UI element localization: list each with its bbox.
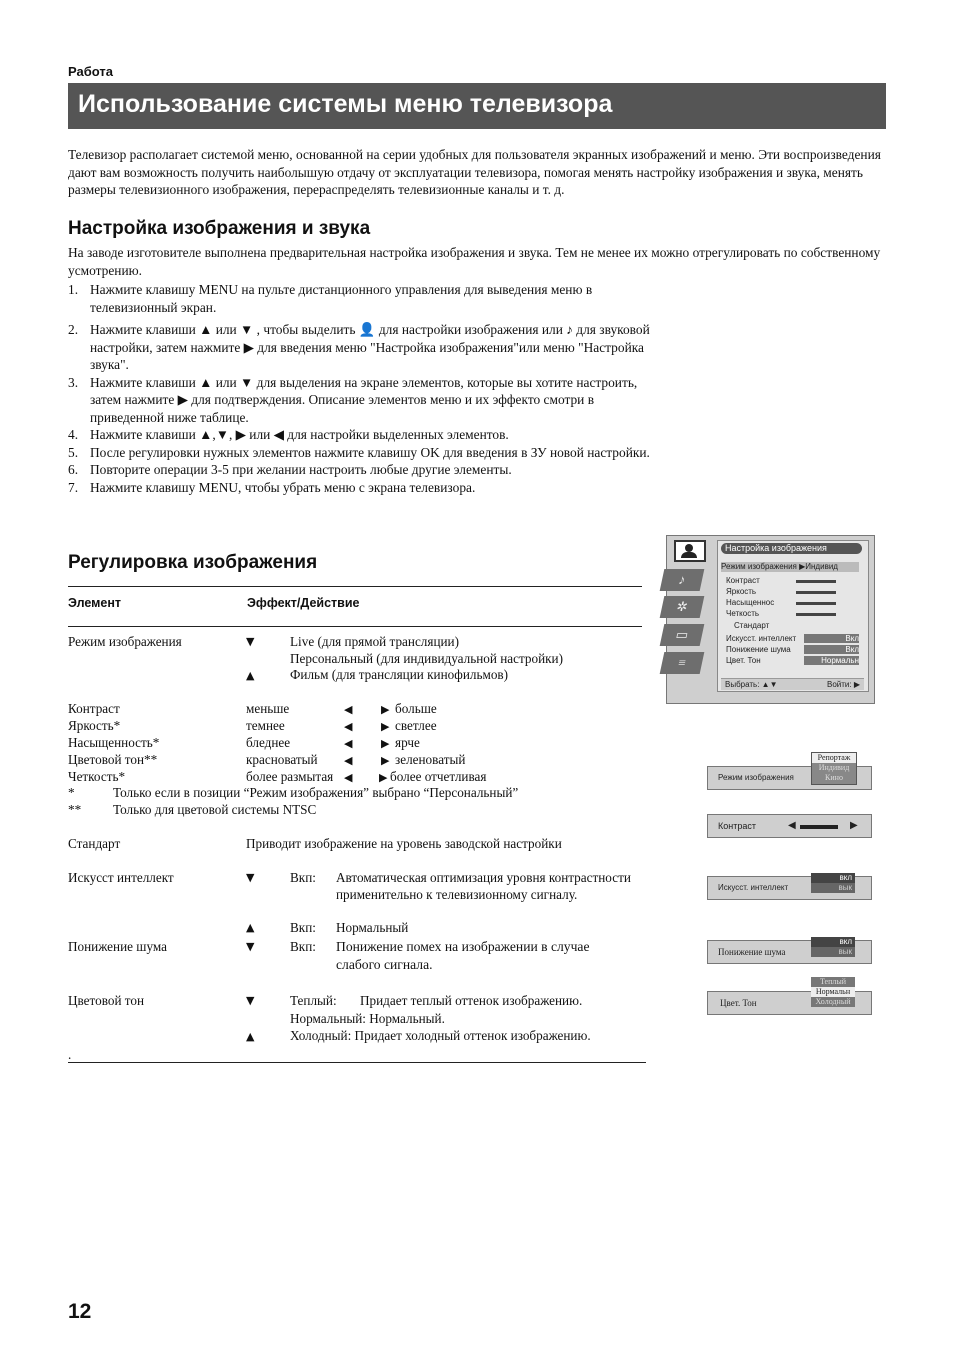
osd-slider-bar (796, 580, 836, 583)
step-item (68, 321, 655, 374)
nr-desc: Понижение помех на изображении в случае слабого сигнала. (336, 939, 590, 972)
down-arrow-icon: ▼ (246, 635, 255, 648)
osd-nr-label: Понижение шума (718, 947, 786, 957)
title-bar (68, 83, 886, 129)
osd-ct-label: Цвет. Тон (720, 998, 757, 1008)
osd-option: вык (838, 947, 852, 956)
step-text: Нажмите клавиши ▲,▼, ▶ или ◀ для настройки выделенных элементов. (90, 427, 509, 442)
intro-paragraph: Телевизор располагает системой меню, основанной на серии удобных для пользователя экранных изображений и меню. Эти воспроизведения дают вам возможность получить наиболышую отдачу от эксплуатации телевизора, помогая менять настройку изображения и звука, менять размеры телевизионного изображения, перераспределять телевизионные каналы и т. д. (68, 147, 881, 197)
slider-right: зеленоватый (395, 752, 466, 767)
osd-item: Насыщеннос (726, 598, 775, 607)
row-mode-name: Режим изображения (68, 634, 182, 649)
osd-option-selected: вкл (811, 873, 855, 883)
osd-option-selected: вкл (811, 937, 855, 947)
step-item (68, 426, 670, 444)
osd-item: Контраст (726, 576, 760, 585)
col-header-item: Элемент (68, 596, 122, 610)
ct-desc: Придает теплый оттенок изображению. (360, 993, 583, 1008)
adjust-heading: Регулировка изображения (68, 552, 318, 573)
ai-key: Вкп: (290, 870, 316, 885)
osd-row2-label: Искусст. интеллект (726, 634, 797, 643)
slider-name: Четкость* (68, 769, 126, 784)
ai-desc: Нормальный (336, 920, 409, 935)
slider-left: темнее (246, 718, 285, 733)
row-ai-name: Искусст интеллект (68, 870, 174, 885)
right-arrow-icon: ▶ (850, 820, 858, 831)
steps-list (68, 281, 668, 496)
list-icon: ≡ (660, 652, 705, 674)
ct-line: Холодный: Придает холодный оттенок изображению. (290, 1028, 591, 1043)
osd-mode-options (811, 752, 857, 785)
osd-row2-value: Вкл (804, 634, 859, 643)
step-number: 5. (68, 444, 79, 460)
picture-icon (674, 540, 706, 562)
osd-footer-right: Войти: ▶ (827, 680, 860, 689)
slider-left: бледнее (246, 735, 291, 750)
footnote-mark: ** (68, 802, 82, 817)
page-number: 12 (68, 1300, 92, 1323)
osd-contrast-bar (800, 825, 838, 829)
trailing-dot: . (68, 1047, 72, 1062)
slider-right: более отчетливая (390, 769, 487, 784)
left-arrow-icon: ◀ (344, 771, 353, 784)
slider-name: Яркость* (68, 718, 121, 733)
osd-option: Индивид (818, 763, 850, 772)
step-number: 2. (68, 322, 79, 337)
mode-option: Фильм (для трансляции кинофильмов) (290, 667, 509, 682)
col-header-effect: Эффект/Действие (247, 596, 360, 610)
osd-row2-label: Цвет. Тон (726, 656, 761, 665)
osd-slider-bar (796, 591, 836, 594)
setup-heading: Настройка изображения и звука (68, 218, 371, 239)
osd-footer-left: Выбрать: ▲▼ (725, 680, 778, 689)
slider-name: Контраст (68, 701, 120, 716)
slider-left: более размытая (246, 769, 334, 784)
step-item (68, 444, 655, 462)
osd-title: Настройка изображения (721, 543, 862, 554)
up-arrow-icon: ▲ (246, 921, 255, 934)
step-number: 4. (68, 427, 79, 442)
osd-row2-label: Понижение шума (726, 645, 791, 654)
osd-option-selected: Репортаж (812, 753, 856, 763)
section-label: Работа (68, 64, 113, 79)
mode-option: Персональный (для индивидуальной настройки) (290, 651, 564, 666)
osd-row2-value: Нормальн (804, 656, 859, 665)
step-text: Нажмите клавишу MENU на пульте дистанционного управления для выведения меню в телевизионный экран. (90, 282, 593, 315)
star-icon: ✲ (660, 596, 705, 618)
osd-panel (717, 540, 869, 692)
row-nr-name: Понижение шума (68, 939, 167, 954)
right-arrow-icon: ▶ (381, 754, 390, 767)
left-arrow-icon: ◀ (344, 720, 353, 733)
slider-name: Насыщенность* (68, 735, 160, 750)
osd-option: Холодный (815, 997, 851, 1006)
table-header-rule (68, 626, 642, 627)
table-bottom-rule (68, 1062, 646, 1063)
folder-icon: ▭ (660, 624, 705, 646)
ai-key: Вкп: (290, 920, 316, 935)
slider-name: Цветовой тон** (68, 752, 158, 767)
osd-mode-label: Режим изображения (718, 773, 794, 782)
osd-ct-options (811, 977, 855, 1007)
osd-nr-options (811, 937, 855, 957)
slider-right: ярче (395, 735, 420, 750)
left-arrow-icon: ◀ (344, 754, 353, 767)
left-arrow-icon: ◀ (344, 737, 353, 750)
page-title: Использование системы меню телевизора (78, 90, 613, 118)
step-number: 7. (68, 479, 79, 495)
step-item (68, 479, 670, 497)
row-standard-name: Стандарт (68, 836, 121, 851)
down-arrow-icon: ▼ (246, 940, 255, 953)
down-arrow-icon: ▼ (246, 871, 255, 884)
step-text: Нажмите клавишу MENU, чтобы убрать меню с экрана телевизора. (90, 479, 476, 495)
osd-ai-options (811, 873, 855, 893)
step-item (68, 281, 655, 316)
osd-item: Яркость (726, 587, 757, 596)
osd-option: Теплый (819, 977, 847, 986)
right-arrow-icon: ▶ (381, 720, 390, 733)
osd-slider-bar (796, 613, 836, 616)
slider-right: больше (395, 701, 437, 716)
step-number: 6. (68, 462, 79, 477)
slider-left: меньше (246, 701, 290, 716)
osd-mode-row: Режим изображения ▶Индивид (721, 562, 859, 572)
row-ct-name: Цветовой тон (68, 993, 145, 1008)
ct-key: Теплый: (290, 993, 337, 1008)
row-standard-desc: Приводит изображение на уровень заводской настройки (246, 836, 562, 851)
osd-contrast-widget (707, 814, 872, 838)
step-number: 3. (68, 374, 79, 390)
osd-slider-bar (796, 602, 836, 605)
left-arrow-icon: ◀ (344, 703, 353, 716)
footnote-text: Только для цветовой системы NTSC (113, 802, 317, 817)
nr-key: Вкп: (290, 939, 316, 954)
right-arrow-icon: ▶ (379, 771, 388, 784)
left-arrow-icon: ◀ (788, 820, 796, 831)
down-arrow-icon: ▼ (246, 994, 255, 1007)
slider-left: красноватый (246, 752, 318, 767)
up-arrow-icon: ▲ (246, 1030, 255, 1043)
right-arrow-icon: ▶ (381, 737, 390, 750)
osd-option: вык (838, 883, 852, 892)
music-note-icon: ♪ (660, 569, 705, 591)
osd-option: Кино (825, 773, 843, 782)
osd-main-menu (666, 535, 875, 704)
step-item (68, 461, 670, 479)
step-text: Нажмите клавиши ▲ или ▼ , чтобы выделить 👤 для настройки изображения или ♪ для звуковой настройки, затем нажмите ▶ для введения меню "Настройка изображения"или меню "Настройка звука". (90, 322, 650, 372)
osd-item: Четкость (726, 609, 760, 618)
step-text: Нажмите клавиши ▲ или ▼ для выделения на экране элементов, которые вы хотите настроить, затем нажмите ▶ для подтверждения. Описание элементов меню и их эффекто смотри в приведенной ниже таблице. (90, 374, 638, 425)
osd-ai-label: Искусст. интеллект (718, 883, 789, 892)
table-top-rule (68, 586, 642, 587)
slider-right: светлее (395, 718, 437, 733)
step-item (68, 374, 655, 427)
osd-contrast-label: Контраст (718, 821, 756, 831)
step-number: 1. (68, 282, 79, 297)
up-arrow-icon: ▲ (246, 669, 255, 682)
osd-option-selected: Нормальн (811, 987, 855, 997)
osd-standard: Стандарт (734, 621, 770, 630)
footnote-text: Только если в позиции “Режим изображения” выбрано “Персональный” (113, 785, 519, 800)
right-arrow-icon: ▶ (381, 703, 390, 716)
osd-footer (721, 678, 864, 690)
footnote-mark: * (68, 785, 75, 800)
mode-option: Live (для прямой трансляции) (290, 634, 460, 649)
ct-line: Нормальный: Нормальный. (290, 1011, 445, 1026)
step-text: После регулировки нужных элементов нажмите клавишу OK для введения в ЗУ новой настройки. (90, 444, 650, 460)
ai-desc: Автоматическая оптимизация уровня контрастности применительно к телевизионному сигналу. (336, 870, 631, 902)
step-text: Повторите операции 3-5 при желании настроить любые другие элементы. (90, 462, 512, 477)
osd-row2-value: Вкл (804, 645, 859, 654)
setup-paragraph: На заводе изготовителе выполнена предварительная настройка изображения и звука. Тем не менее их можно отрегулировать по собственному усмотрению. (68, 245, 881, 278)
